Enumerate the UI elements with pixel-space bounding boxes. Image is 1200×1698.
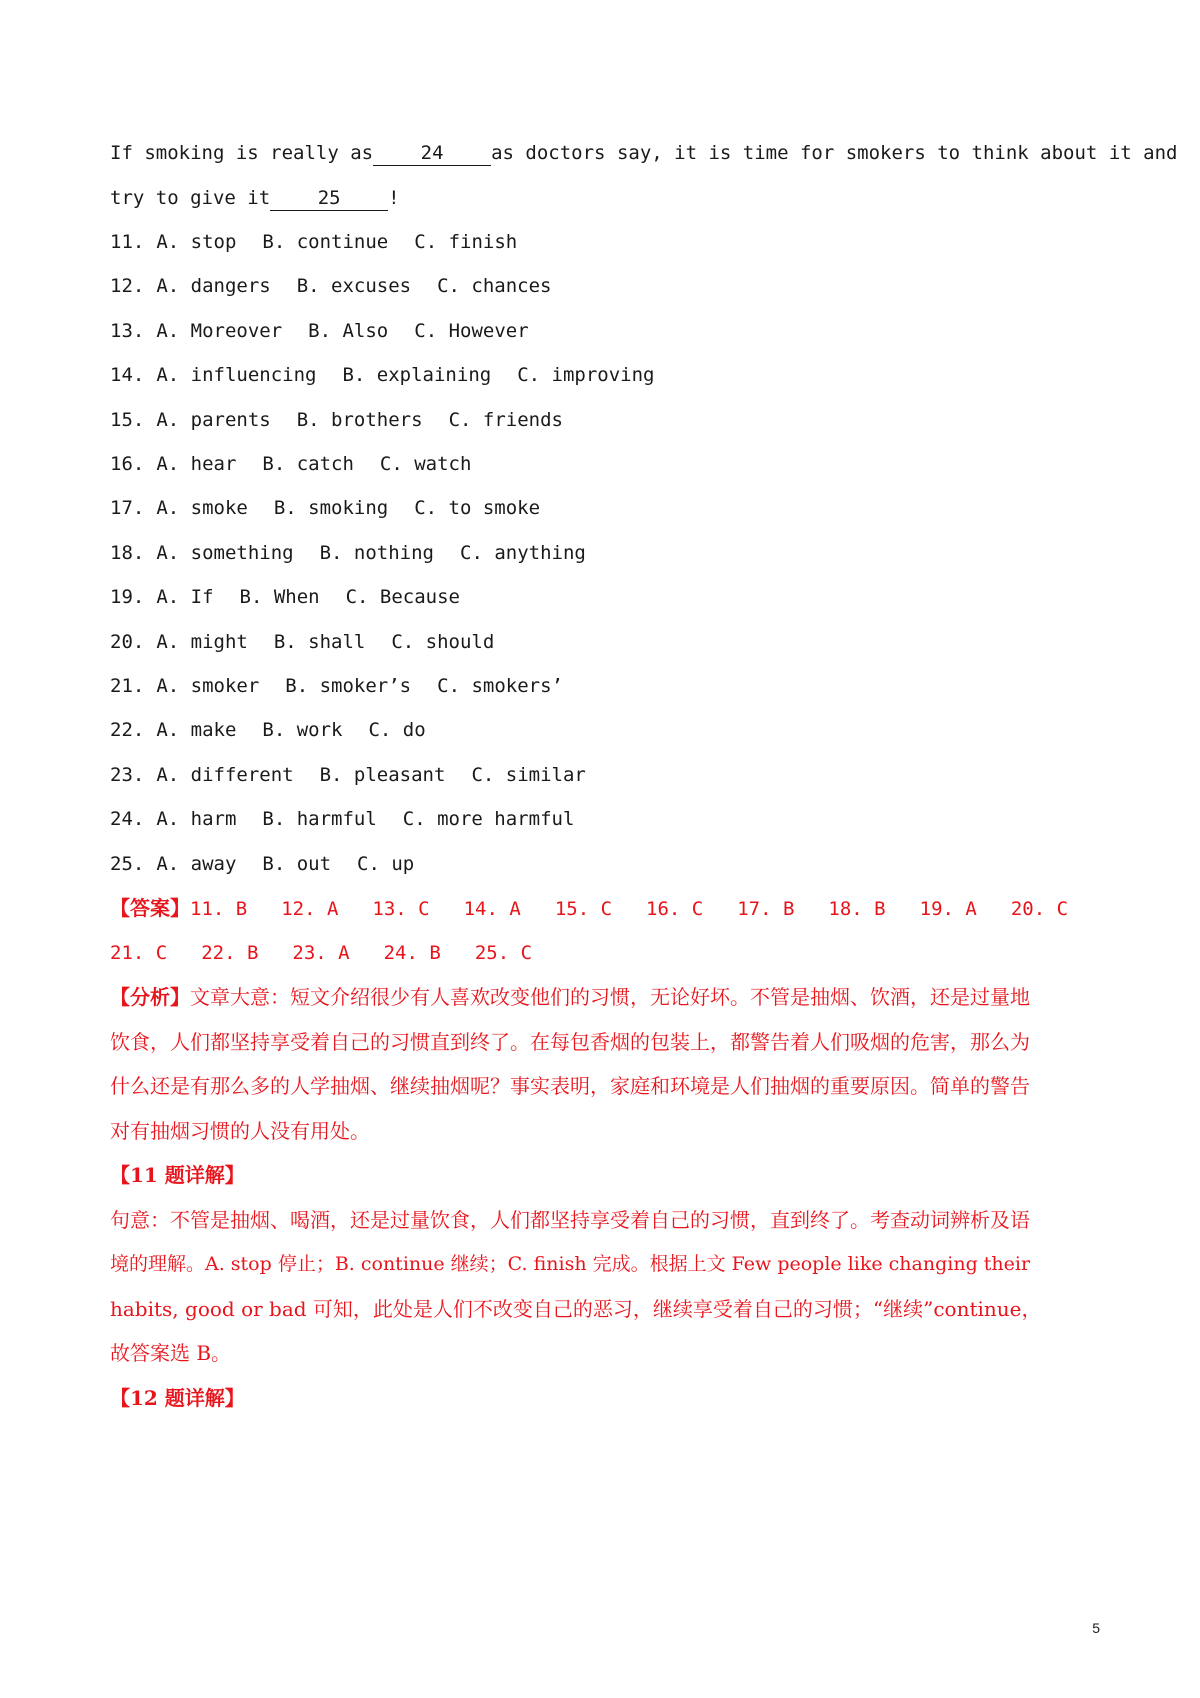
- question-row: [110, 671, 1090, 701]
- analysis-line-2: 饮食，人们都坚持享受着自己的习惯直到终了。在每包香烟的包装上，都警告着人们吸烟的危害，那么为: [110, 1030, 1030, 1054]
- option-c: C. up: [357, 852, 415, 875]
- option-c: C. improving: [517, 364, 655, 387]
- option-a: A. might: [156, 630, 248, 653]
- detail-11-line-2: 境的理解。A. stop 停止；B. continue 继续；C. finish 完成。根据上文 Few people like changing their: [110, 1253, 1031, 1275]
- option-b: B. continue: [262, 231, 389, 253]
- option-b: B. work: [262, 719, 343, 742]
- option-a: A. hear: [156, 453, 237, 475]
- question-row: [110, 316, 1090, 346]
- option-b: B. smoking: [273, 497, 389, 520]
- option-c: C. anything: [460, 541, 586, 564]
- option-b: B. brothers: [296, 408, 423, 431]
- answer-item: 13. C: [372, 898, 430, 920]
- question-row: [110, 582, 1090, 612]
- question-number: 17.: [110, 497, 145, 520]
- question-number: 21.: [110, 675, 145, 697]
- option-a: A. parents: [156, 408, 271, 431]
- option-a: A. smoker: [156, 675, 260, 697]
- passage-line-2: [110, 183, 1090, 213]
- question-row: [110, 405, 1090, 435]
- question-row: [110, 493, 1090, 523]
- option-c: C. finish: [414, 231, 518, 253]
- answer-item: 22. B: [201, 942, 259, 964]
- blank-24: 24: [373, 141, 491, 166]
- option-c: C. smokers’: [437, 675, 563, 697]
- question-row: [110, 271, 1090, 301]
- option-c: C. similar: [471, 763, 586, 786]
- analysis-line-1: [110, 982, 1090, 1012]
- option-b: B. harmful: [262, 808, 377, 831]
- question-number: 14.: [110, 364, 145, 387]
- option-b: B. When: [239, 586, 320, 609]
- option-b: B. explaining: [342, 364, 492, 387]
- answer-item: 25. C: [474, 942, 533, 964]
- option-b: B. pleasant: [319, 763, 446, 786]
- question-row: [110, 360, 1090, 390]
- option-c: C. more harmful: [402, 808, 575, 831]
- option-b: B. Also: [308, 319, 389, 342]
- page-number: 5: [1092, 1620, 1100, 1636]
- answer-item: 11. B: [190, 898, 248, 920]
- option-c: C. friends: [448, 408, 563, 431]
- question-row: [110, 227, 1090, 257]
- option-a: A. stop: [156, 231, 237, 253]
- detail-11-heading: 【11 题详解】: [110, 1163, 245, 1187]
- question-number: 13.: [110, 319, 145, 342]
- answer-label: 【答案】: [110, 896, 190, 920]
- question-row: [110, 538, 1090, 568]
- detail-12-heading: 【12 题详解】: [110, 1386, 245, 1410]
- option-c: C. do: [368, 719, 426, 742]
- option-b: B. excuses: [296, 275, 412, 298]
- question-row: [110, 449, 1090, 479]
- blank-25: 25: [270, 186, 388, 211]
- option-c: C. chances: [437, 275, 552, 298]
- option-b: B. catch: [262, 453, 354, 475]
- detail-11-line-3: habits, good or bad 可知，此处是人们不改变自己的恶习，继续享受着自己的习惯；“继续”continue，: [110, 1297, 1042, 1321]
- question-row: [110, 715, 1090, 745]
- question-row: [110, 760, 1090, 790]
- answer-item: 24. B: [383, 942, 441, 964]
- answer-item: 18. B: [828, 898, 886, 920]
- question-number: 19.: [110, 586, 145, 609]
- option-a: A. away: [156, 852, 237, 875]
- option-c: C. should: [391, 630, 495, 653]
- option-c: C. watch: [379, 453, 472, 475]
- question-number: 25.: [110, 852, 145, 875]
- answer-item: 19. A: [919, 898, 977, 920]
- option-a: A. make: [156, 719, 237, 742]
- option-a: A. something: [156, 541, 294, 564]
- question-number: 11.: [110, 231, 145, 253]
- question-number: 15.: [110, 408, 145, 431]
- option-b: B. out: [262, 852, 332, 875]
- option-c: C. to smoke: [414, 497, 541, 520]
- option-a: A. Moreover: [156, 319, 283, 342]
- option-a: A. dangers: [156, 275, 271, 298]
- answer-item: 17. B: [737, 898, 795, 920]
- passage-text: If smoking is really as: [110, 142, 374, 164]
- passage-text: !: [388, 187, 400, 209]
- option-c: C. Because: [345, 586, 460, 609]
- analysis-label: 【分析】: [110, 985, 190, 1009]
- answer-item: 23. A: [292, 942, 350, 964]
- question-number: 24.: [110, 808, 145, 831]
- option-b: B. smoker’s: [285, 675, 412, 697]
- option-c: C. However: [414, 319, 529, 342]
- answer-item: 21. C: [110, 942, 168, 964]
- question-number: 22.: [110, 719, 145, 742]
- option-a: A. harm: [156, 808, 237, 831]
- question-row: [110, 627, 1090, 657]
- analysis-line-3: 什么还是有那么多的人学抽烟、继续抽烟呢？事实表明，家庭和环境是人们抽烟的重要原因。简单的警告: [110, 1074, 1030, 1098]
- analysis-line-4: 对有抽烟习惯的人没有用处。: [110, 1119, 370, 1143]
- answer-item: 12. A: [281, 898, 339, 920]
- question-row: [110, 804, 1090, 834]
- option-b: B. shall: [273, 630, 366, 653]
- detail-11-line-1: 句意：不管是抽烟、喝酒，还是过量饮食，人们都坚持享受着自己的习惯，直到终了。考查动词辨析及语: [110, 1208, 1030, 1232]
- passage-text: try to give it: [110, 187, 271, 209]
- question-number: 12.: [110, 275, 145, 298]
- answer-item: 16. C: [646, 898, 704, 920]
- passage-line-1: [110, 138, 1178, 168]
- answer-item: 14. A: [463, 898, 521, 920]
- detail-11-line-4: 故答案选 B。: [110, 1341, 232, 1365]
- question-row: [110, 849, 1090, 879]
- option-a: A. smoke: [156, 497, 248, 520]
- answer-line-1: [110, 893, 1090, 924]
- question-number: 18.: [110, 541, 145, 564]
- option-a: A. If: [156, 586, 214, 609]
- question-number: 16.: [110, 453, 145, 475]
- question-number: 20.: [110, 630, 145, 653]
- passage-text: as doctors say, it is time for smokers to think about it and: [491, 142, 1178, 164]
- answer-line-2: [110, 938, 1090, 968]
- answer-item: 20. C: [1010, 898, 1069, 920]
- option-b: B. nothing: [319, 541, 434, 564]
- answer-item: 15. C: [554, 898, 613, 920]
- option-a: A. influencing: [156, 364, 317, 387]
- analysis-text: 文章大意：短文介绍很少有人喜欢改变他们的习惯，无论好坏。不管是抽烟、饮酒，还是过量地: [190, 985, 1030, 1009]
- option-a: A. different: [156, 763, 294, 786]
- question-number: 23.: [110, 763, 145, 786]
